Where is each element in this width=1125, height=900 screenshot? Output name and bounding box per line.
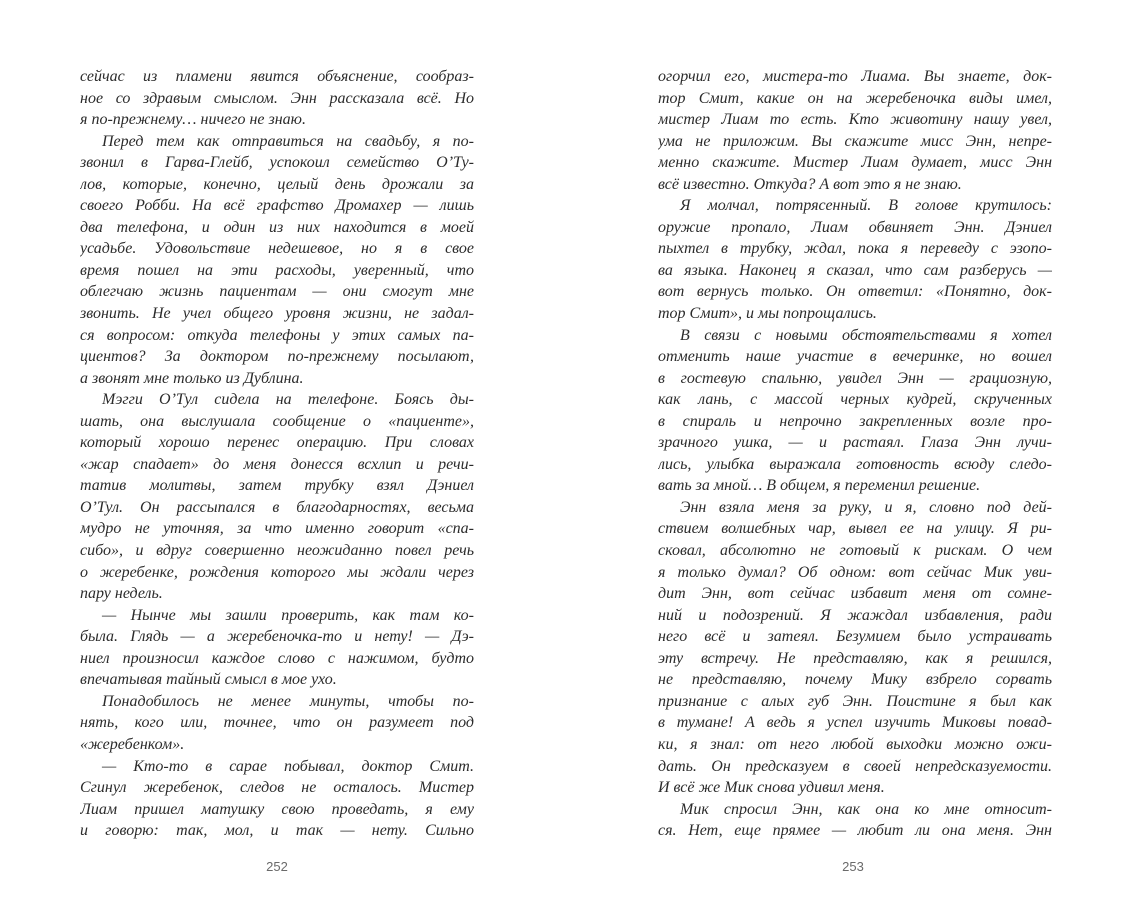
text-line: была. Глядь — а жеребеночка-то и нету! — Дэ- [80,628,474,646]
text-line: в гостевую спальню, увидел Энн — грациозную, [658,369,1052,387]
text-line: нять, кого или, точнее, что он разумеет под [80,714,474,732]
text-line: ний и подозрений. Я жаждал избавления, ради [658,606,1052,624]
text-line: облегчаю жизнь пациентам — они смогут мне [80,283,474,301]
text-line: ниел произносил каждое слово с нажимом, будто [80,649,474,667]
text-line: вот вернусь только. Он ответил: «Понятно, док- [658,283,1052,301]
text-line: сейчас из пламени явится объяснение, сообраз- [80,68,474,85]
right-page [658,66,1052,842]
text-line: ствием волшебных чар, вывел ее на улицу. Я ри- [658,520,1052,538]
text-line: признание с алых губ Энн. Поистине я был как [658,692,1052,710]
text-line: мистер Лиам то есть. Кто животину нашу увел, [658,111,1052,129]
text-line: вать за мной… В общем, я переменил решение. [658,477,981,495]
text-line: лись, улыбка выражала готовность всюду следо- [658,455,1052,473]
text-line: впечатывая тайный смысл в мое ухо. [80,671,337,689]
text-line: ва языка. Наконец я сказал, что сам разберусь — [658,261,1052,279]
text-line: циентов? За доктором по-прежнему посылают, [80,348,474,366]
text-line: а звонят мне только из Дублина. [80,369,304,387]
text-line: зрачного ушка, — и растаял. Глаза Энн лучи- [658,434,1052,452]
text-line: в спираль и непрочно закрепленных возле про- [658,412,1052,430]
text-line: в тумане! А ведь я успел изучить Миковы повад- [658,714,1052,732]
text-line: ся вопросом: откуда телефоны у этих самых па- [80,326,474,344]
text-line: о жеребенке, рождения которого мы ждали через [80,563,474,581]
text-line: который хорошо перенес операцию. При словах [80,434,474,452]
text-line: я по-прежнему… ничего не знаю. [80,111,306,129]
text-line: два телефона, и один из них находится в моей [80,218,474,236]
text-line: — Кто-то в сарае побывал, доктор Смит. [102,757,474,775]
text-line: Мэгги О’Тул сидела на телефоне. Боясь ды- [102,391,474,409]
text-line: сибо», и вдруг совершенно неожиданно повел речь [80,542,474,560]
text-line: пару недель. [80,585,163,603]
text-line: Энн взяла меня за руку, и я, словно под дей- [680,498,1052,516]
text-line: мудро не уточняя, за что именно говорит «спа- [80,520,474,538]
text-line: ки, я знал: от него любой выходки можно ожи- [658,735,1052,753]
text-line: лов, которые, конечно, целый день дрожали за [80,175,474,193]
text-line: усадьбе. Удовольствие недешевое, но я в свое [80,240,474,258]
text-line: Сгинул жеребенок, следов не осталось. Мистер [80,779,474,797]
text-line: дать. Он предсказуем в своей непредсказуемости. [658,757,1052,775]
page-number-right: 253 [842,859,864,874]
text-line: татив молитвы, затем трубку взял Дэниел [80,477,474,495]
text-line: своего Робби. На всё графство Дромахер — лишь [80,197,474,215]
text-line: тор Смит, какие он на жеребеночка виды имел, [658,89,1052,107]
text-line: Понадобилось не менее минуты, чтобы по- [102,692,474,710]
text-line: оружие пропало, Лиам обвиняет Энн. Дэниел [658,218,1052,236]
text-line: Мик спросил Энн, как она ко мне относит- [680,800,1052,818]
text-line: звонить. Не учел общего уровня жизни, не задал- [80,305,474,323]
text-line: всё известно. Откуда? А вот это я не знаю. [658,175,962,193]
text-line: менно скажите. Мистер Лиам думает, мисс Энн [658,154,1052,172]
text-line: него всё и затеял. Безумием было устраивать [658,628,1052,646]
text-line: я только думал? Об одном: вот сейчас Мик уви- [658,563,1052,581]
text-line: звонил в Гарва-Глейб, успокоил семейство О’Ту- [80,154,474,172]
text-line: О’Тул. Он рассыпался в благодарностях, весьма [80,498,474,516]
text-line: В связи с новыми обстоятельствами я хотел [680,326,1052,344]
text-line: и говорю: так, мол, и так — нету. Сильно [80,822,474,840]
text-line: ное со здравым смыслом. Энн рассказала всё. Но [80,89,474,107]
text-line: И всё же Мик снова удивил меня. [658,779,885,797]
text-line: огорчил его, мистера-то Лиама. Вы знаете, док- [658,68,1052,85]
text-line: сковал, абсолютно не готовый к рискам. О чем [658,542,1052,560]
text-line: эту встречу. Не представляю, как я решился, [658,649,1052,667]
text-line: дит Энн, вот сейчас избавит меня от сомне- [658,585,1052,603]
text-line: «жар спадает» до меня донесся всхлип и речи- [80,455,474,473]
text-line: как лань, с массой черных кудрей, скрученных [658,391,1052,409]
text-line: ся. Нет, еще прямее — любит ли она меня. Энн [658,822,1052,840]
text-line: Я молчал, потрясенный. В голове крутилось: [680,197,1052,215]
text-line: отменить наше участие в вечеринке, но вошел [658,348,1052,366]
text-line: время пошел на эти расходы, уверенный, что [80,261,474,279]
text-line: пыхтел в трубку, ждал, пока я переведу с эзопо- [658,240,1052,258]
text-line: Лиам пришел матушку свою проведать, я ему [80,800,474,818]
page-number-left: 252 [266,859,288,874]
text-line: шать, она выслушала сообщение о «пациенте», [80,412,474,430]
text-line: Перед тем как отправиться на свадьбу, я по- [102,132,474,150]
text-line: не представляю, почему Мику взбрело сорвать [658,671,1052,689]
text-line: ума не приложим. Вы скажите мисс Энн, непре- [658,132,1052,150]
text-line: «жеребенком». [80,735,185,753]
text-line: тор Смит», и мы попрощались. [658,305,877,323]
left-page [80,66,474,842]
text-line: — Нынче мы зашли проверить, как там ко- [102,606,474,624]
